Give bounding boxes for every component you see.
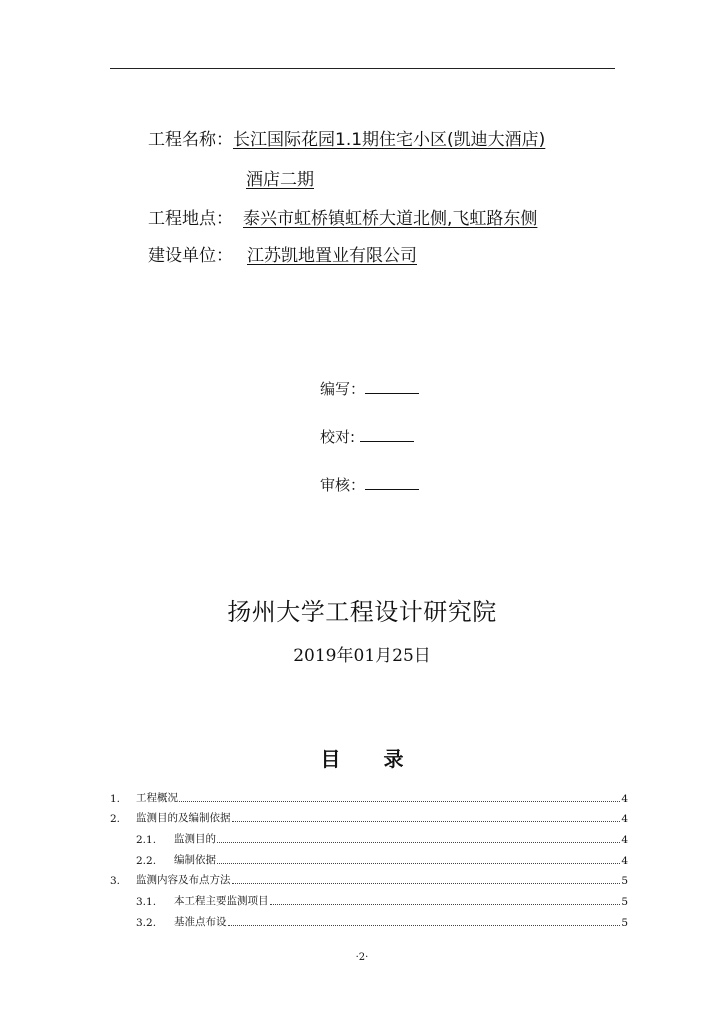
toc-entry-text: 本工程主要监测项目 — [174, 895, 269, 908]
table-of-contents — [110, 784, 628, 929]
checker-line — [320, 427, 414, 447]
toc-entry[interactable] — [110, 805, 628, 826]
toc-leader-dots — [179, 800, 620, 802]
toc-entry[interactable] — [110, 867, 628, 888]
toc-entry-text: 工程概况 — [136, 791, 178, 804]
author-line — [320, 379, 419, 399]
toc-entry[interactable] — [110, 825, 628, 846]
project-location-label: 工程地点： — [148, 209, 233, 229]
project-location-value: 泰兴市虹桥镇虹桥大道北侧,飞虹路东侧 — [243, 209, 538, 229]
toc-entry-page: 4 — [621, 834, 628, 847]
report-date: 2019年01月25日 — [293, 646, 431, 666]
toc-entry-text: 监测目的 — [174, 833, 216, 846]
page-number: ·2· — [355, 952, 369, 963]
toc-entry-number: 3.1. — [136, 896, 157, 909]
toc-leader-dots — [270, 903, 621, 905]
toc-entry-text: 编制依据 — [174, 853, 216, 866]
toc-entry-text: 监测内容及布点方法 — [136, 874, 231, 887]
project-name-line-2 — [246, 169, 314, 191]
toc-entry-page: 5 — [621, 896, 628, 909]
author-blank — [365, 379, 419, 394]
project-location-line — [148, 208, 537, 230]
checker-blank — [360, 427, 414, 442]
toc-entry[interactable] — [110, 887, 628, 908]
project-name-label: 工程名称： — [148, 130, 233, 150]
toc-entry-page: 5 — [621, 916, 628, 929]
toc-leader-dots — [232, 820, 621, 822]
project-name-value: 长江国际花园1.1期住宅小区(凯迪大酒店) — [233, 130, 546, 150]
toc-entry[interactable] — [110, 784, 628, 805]
toc-leader-dots — [228, 924, 621, 926]
checker-label: 校对: — [320, 428, 360, 446]
toc-entry-number: 3.2. — [136, 916, 157, 929]
toc-leader-dots — [232, 882, 621, 884]
institute-name: 扬州大学工程设计研究院 — [227, 598, 497, 626]
reviewer-line — [320, 475, 419, 495]
header-rule — [110, 68, 615, 69]
toc-entry-page: 4 — [621, 792, 628, 805]
reviewer-label: 审核： — [320, 476, 366, 494]
project-builder-value: 江苏凯地置业有限公司 — [247, 246, 417, 266]
toc-entry-number: 2. — [110, 813, 121, 826]
toc-entry-number: 1. — [110, 792, 121, 805]
project-builder-label: 建设单位： — [148, 246, 233, 266]
toc-entry[interactable] — [110, 908, 628, 929]
toc-entry-text: 监测目的及编制依据 — [136, 812, 231, 825]
reviewer-blank — [365, 475, 419, 490]
toc-entry-number: 3. — [110, 875, 121, 888]
toc-leader-dots — [217, 841, 620, 843]
project-name-value-2: 酒店二期 — [246, 170, 314, 190]
author-label: 编写： — [320, 380, 366, 398]
toc-entry-text: 基准点布设 — [174, 915, 227, 928]
toc-title: 目 录 — [320, 747, 422, 771]
toc-entry[interactable] — [110, 846, 628, 867]
toc-entry-page: 4 — [621, 854, 628, 867]
toc-entry-number: 2.1. — [136, 834, 157, 847]
toc-entry-number: 2.2. — [136, 854, 157, 867]
toc-entry-page: 5 — [621, 875, 628, 888]
project-name-line — [148, 129, 545, 151]
toc-leader-dots — [217, 862, 620, 864]
project-builder-line — [148, 245, 512, 267]
toc-entry-page: 4 — [621, 813, 628, 826]
